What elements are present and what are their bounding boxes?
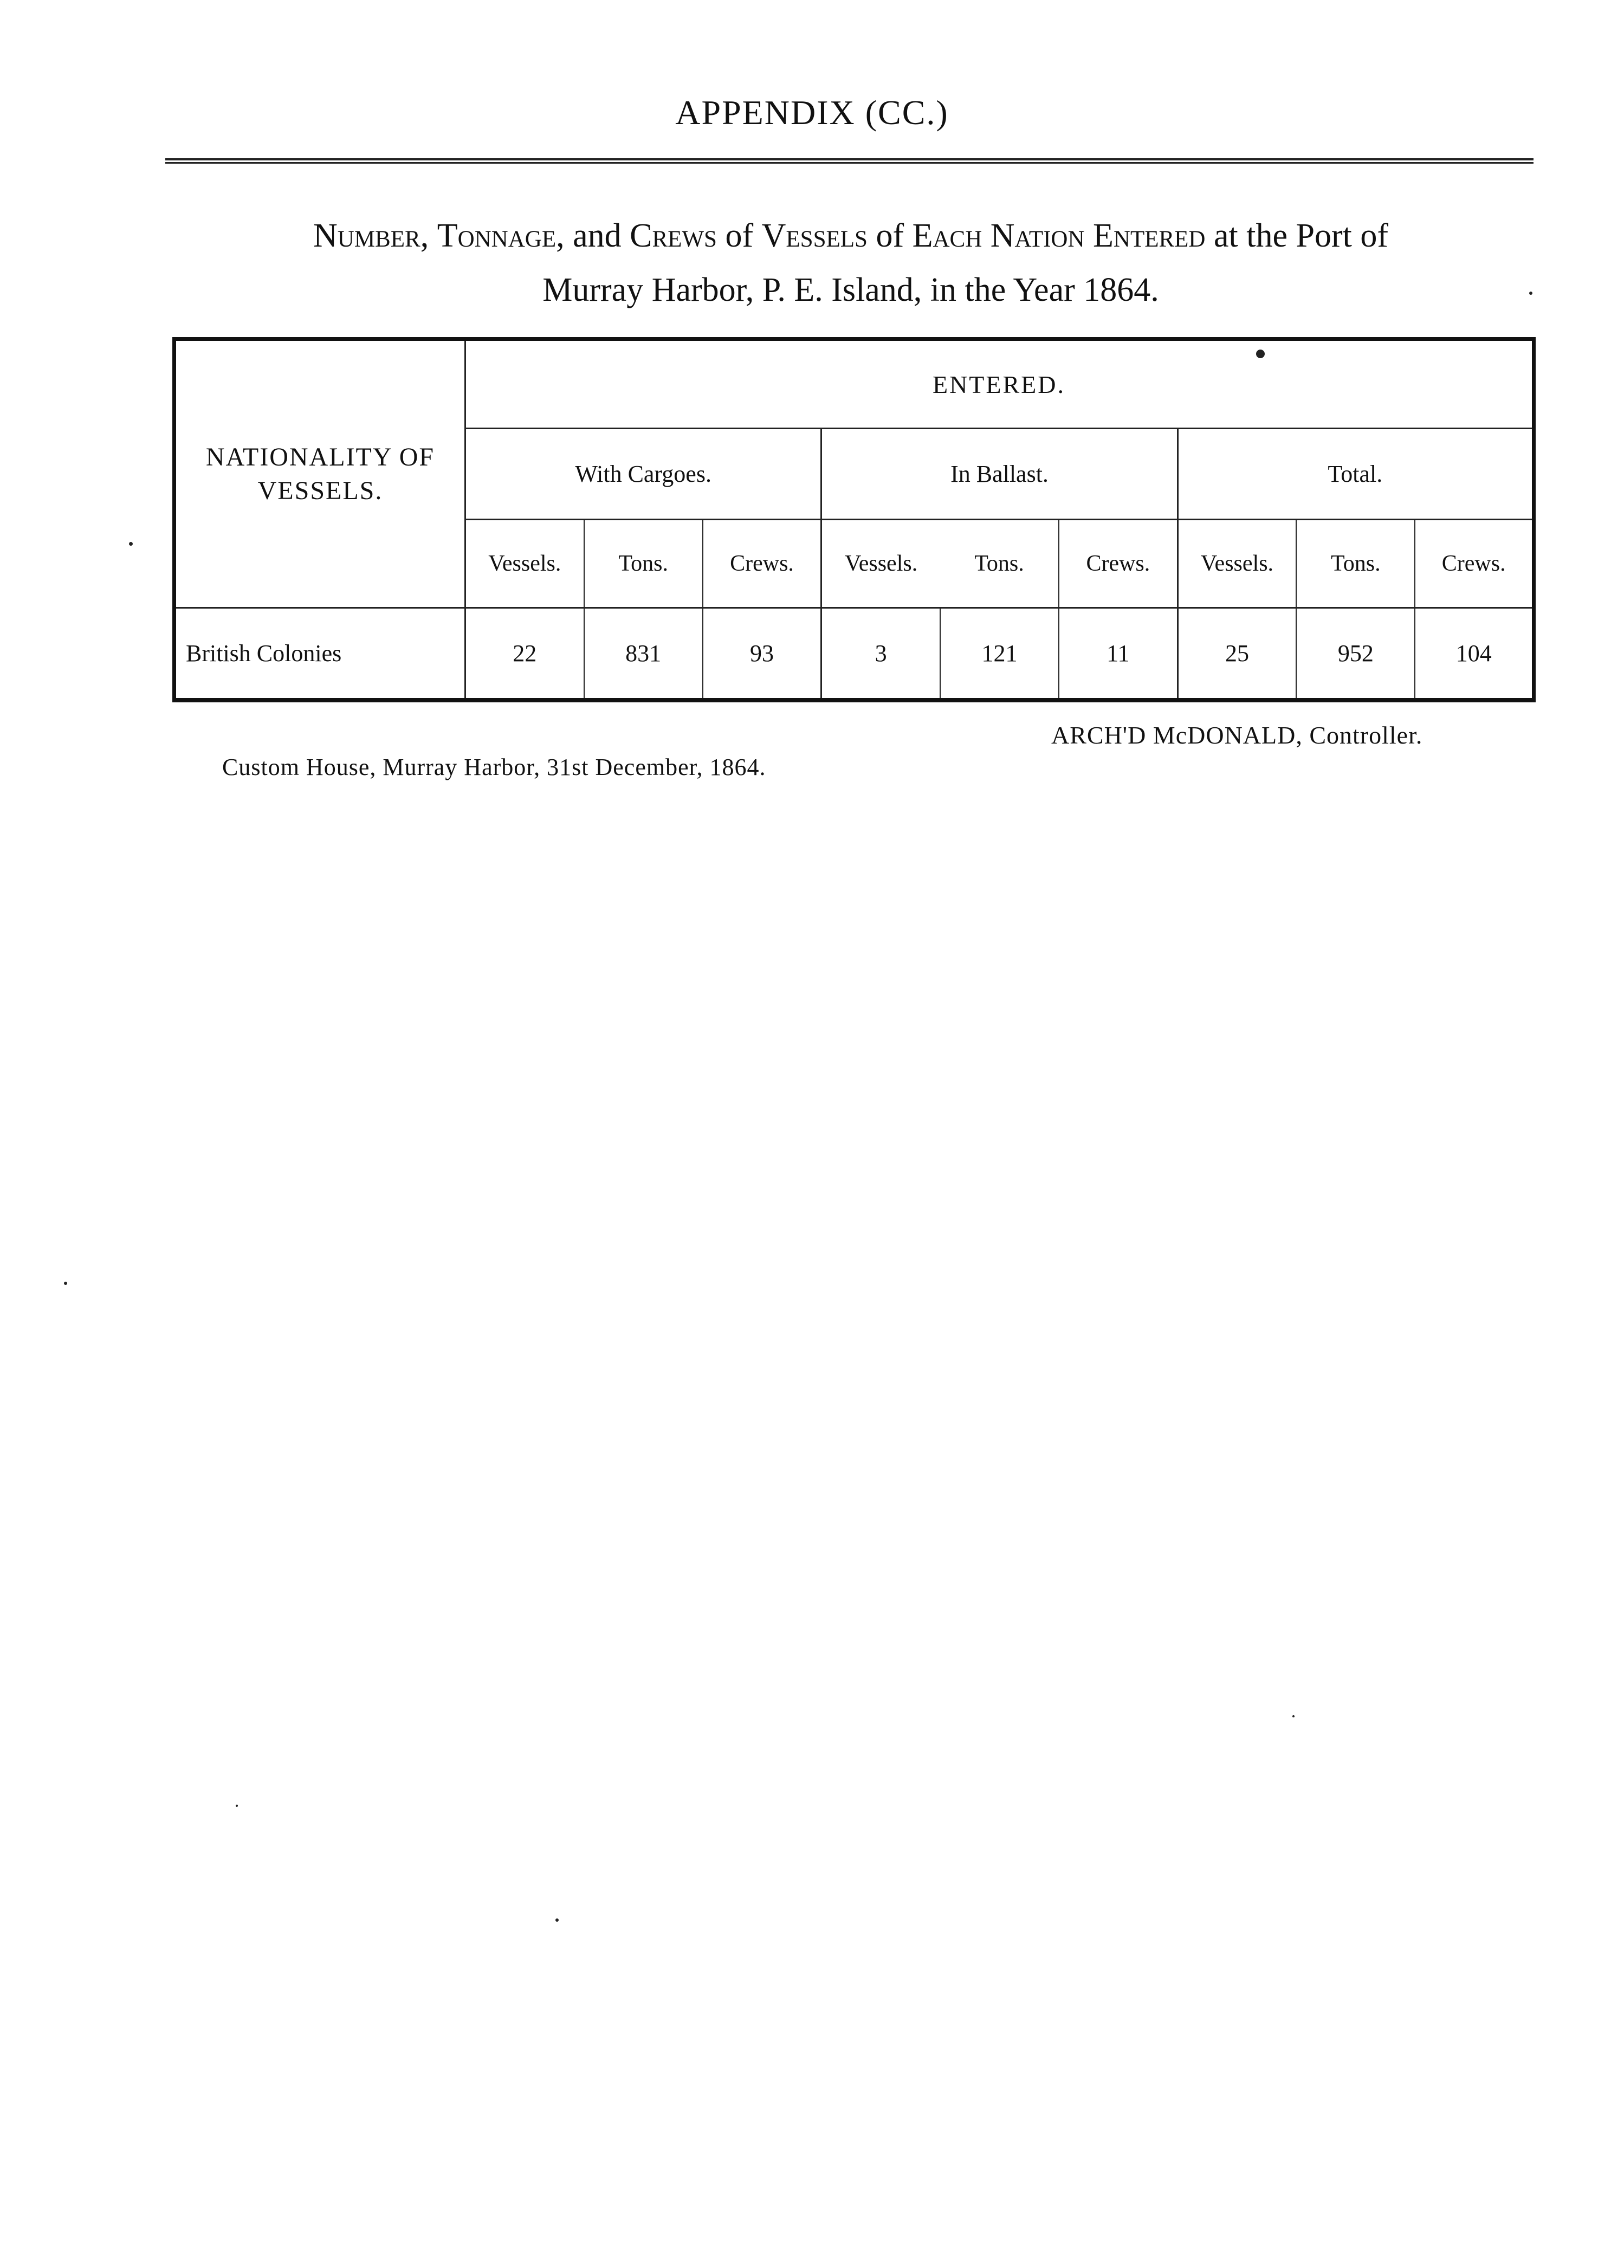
caption-word: Entered — [1093, 217, 1206, 254]
column-header: Crews. — [703, 520, 821, 608]
group-header-total: Total. — [1177, 429, 1534, 520]
table-cell: 22 — [465, 608, 584, 701]
table-cell: 25 — [1177, 608, 1296, 701]
caption-text: of — [867, 217, 913, 254]
caption-word: Crews — [630, 217, 717, 254]
caption-word: Each — [912, 217, 982, 254]
scan-speck — [129, 542, 133, 546]
caption-text: , — [420, 217, 437, 254]
group-header-with-cargoes: With Cargoes. — [465, 429, 821, 520]
table-cell: 121 — [940, 608, 1059, 701]
table-cell: 952 — [1296, 608, 1415, 701]
table-cell: 3 — [821, 608, 940, 701]
caption-text — [982, 217, 991, 254]
caption-line-1 — [184, 209, 1517, 263]
column-header: Crews. — [1415, 520, 1534, 608]
vessels-table — [172, 337, 1536, 702]
caption-text — [1085, 217, 1094, 254]
caption-word: Number — [313, 217, 420, 254]
scan-speck — [236, 1805, 238, 1807]
double-rule — [165, 158, 1534, 164]
caption-word: Vessels — [761, 217, 868, 254]
caption-word: Nation — [990, 217, 1085, 254]
column-header: Vessels. — [1177, 520, 1296, 608]
header-row-1 — [174, 339, 1534, 429]
table-cell: 93 — [703, 608, 821, 701]
scan-speck — [1529, 292, 1532, 295]
column-header: Tons. — [584, 520, 703, 608]
column-header: Tons. — [1296, 520, 1415, 608]
column-header: Vessels. — [821, 520, 940, 608]
scan-speck — [1292, 1715, 1295, 1717]
appendix-title: APPENDIX (CC.) — [675, 93, 949, 132]
scan-speck — [555, 1918, 559, 1922]
caption-line-2: Murray Harbor, P. E. Island, in the Year 1864. — [542, 272, 1159, 308]
table-row — [174, 608, 1534, 701]
custom-house-dateline: Custom House, Murray Harbor, 31st December, 1864. — [222, 754, 766, 780]
table-cell: 831 — [584, 608, 703, 701]
column-header: Vessels. — [465, 520, 584, 608]
caption-word: Tonnage — [437, 217, 557, 254]
nationality-header: NATIONALITY OF VESSELS. — [174, 339, 465, 608]
table-caption — [184, 209, 1517, 317]
table-cell: 104 — [1455, 640, 1492, 667]
column-header: Tons. — [940, 520, 1059, 608]
scan-speck — [64, 1282, 67, 1285]
caption-text: at the Port of — [1205, 217, 1388, 254]
table-cell: 11 — [1059, 608, 1177, 701]
controller-signature: ARCH'D McDONALD, Controller. — [1051, 721, 1423, 749]
row-label: British Colonies — [174, 608, 465, 701]
group-header-in-ballast: In Ballast. — [821, 429, 1177, 520]
caption-text: of — [716, 217, 762, 254]
scan-speck — [1256, 350, 1265, 358]
caption-text: , and — [556, 217, 630, 254]
entered-header: ENTERED. — [465, 339, 1534, 429]
column-header: Crews. — [1059, 520, 1177, 608]
